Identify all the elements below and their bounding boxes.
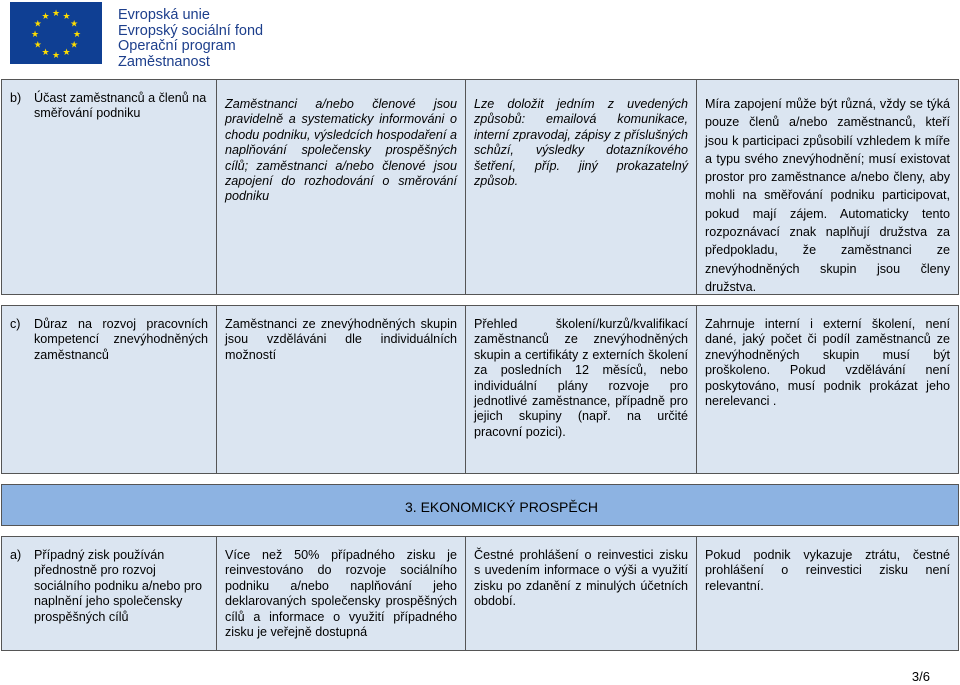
eu-program-text [118, 8, 310, 70]
section-header-economic-benefit [1, 484, 959, 526]
svg-text:★: ★ [72, 30, 82, 40]
criterion-cell-a [2, 537, 217, 650]
svg-text:★: ★ [51, 51, 61, 61]
svg-text:★: ★ [62, 11, 71, 22]
table-row-c [1, 305, 959, 474]
svg-text:★: ★ [70, 40, 79, 51]
svg-text:★: ★ [62, 48, 71, 59]
svg-text:★: ★ [33, 19, 42, 30]
svg-text:★: ★ [41, 11, 50, 22]
section-title: 3. EKONOMICKÝ PROSPĚCH [405, 499, 598, 515]
criterion-cell-c [2, 306, 217, 473]
description-cell-b: Zaměstnanci a/nebo členové jsou pravidelně a systematicky informováni o chodu podniku, výsledcích hospodaření a naplňování společensky prospěšných cílů; zaměstnanci a/nebo členové jsou zapojení do rozhodování o směrování podniku [217, 80, 466, 294]
svg-text:★: ★ [51, 9, 61, 19]
criterion-text-a: Případný zisk používán přednostně pro rozvoj sociálního podniku a/nebo pro naplnění jeho společensky prospěšných cílů [34, 548, 203, 624]
row-letter-b: b) [10, 91, 22, 105]
row-letter-c: c) [10, 317, 21, 331]
evidence-cell-a: Čestné prohlášení o reinvestici zisku s uvedením informace o výši a využití zisku po zdanění z minulých účetních období. [466, 537, 697, 650]
evidence-cell-c: Přehled školení/kurzů/kvalifikací zaměstnanců ze znevýhodněných skupin a certifikáty z externích školení za posledních 12 měsíců, nebo individuální plány rozvoje pro jednotlivé zaměstnance, případně pro jejich skupiny (např. na určité pracovní pozici). [466, 306, 697, 473]
page-number: 3/6 [911, 669, 930, 684]
note-cell-a: Pokud podnik vykazuje ztrátu, čestné prohlášení o reinvestici zisku není relevantní. [697, 537, 958, 650]
svg-text:★: ★ [70, 19, 79, 30]
criterion-text-b: Účast zaměstnanců a členů na směřování podniku [34, 91, 207, 121]
criterion-text-c: Důraz na rozvoj pracovních kompetencí znevýhodněných zaměstnanců [34, 317, 208, 362]
eu-line-2: Evropský sociální fond [118, 22, 264, 39]
eu-header [10, 2, 310, 70]
table-row-b [1, 79, 959, 295]
note-cell-b: Míra zapojení může být různá, vždy se týká pouze členů a/nebo zaměstnanců, kteří jsou k participaci způsobilí vzhledem k míře a typu svého znevýhodnění; musí existovat prostor pro zaměstnance a/nebo členy, aby mohli na směřování podniku participovat, pokud mají zájem. Automaticky tento rozpoznávací znak naplňují družstva za předpokladu, že zaměstnanci ze znevýhodněných skupin jsou členy družstva. [697, 80, 958, 294]
row-letter-a: a) [10, 548, 22, 562]
note-cell-c: Zahrnuje interní i externí školení, není dané, jaký počet či podíl zaměstnanců ze znevýhodněných skupin musí být proškoleno. Pokud vzdělávání není poskytováno, musí podnik prokázat jeho nerelevanci . [697, 306, 958, 473]
eu-flag-icon [10, 2, 102, 64]
description-cell-a: Více než 50% případného zisku je reinvestováno do rozvoje sociálního podniku a/nebo naplňování jeho deklarovaných společensky prospěšných cílů a informace o využití případného zisku je veřejně dostupná [217, 537, 466, 650]
table-row-a [1, 536, 959, 651]
svg-text:★: ★ [30, 30, 40, 40]
evidence-cell-b: Lze doložit jedním z uvedených způsobů: emailová komunikace, interní zpravodaj, zápisy z příslušných schůzí, výsledky dotazníkového šetření, příp. jiný prokazatelný způsob. [466, 80, 697, 294]
svg-text:★: ★ [41, 48, 50, 59]
svg-text:★: ★ [33, 40, 42, 51]
criterion-cell-b [2, 80, 217, 294]
description-cell-c: Zaměstnanci ze znevýhodněných skupin jsou vzděláváni dle individuálních možností [217, 306, 466, 473]
eu-line-1: Evropská unie [118, 7, 210, 23]
eu-line-3: Operační program Zaměstnanost [118, 38, 236, 70]
